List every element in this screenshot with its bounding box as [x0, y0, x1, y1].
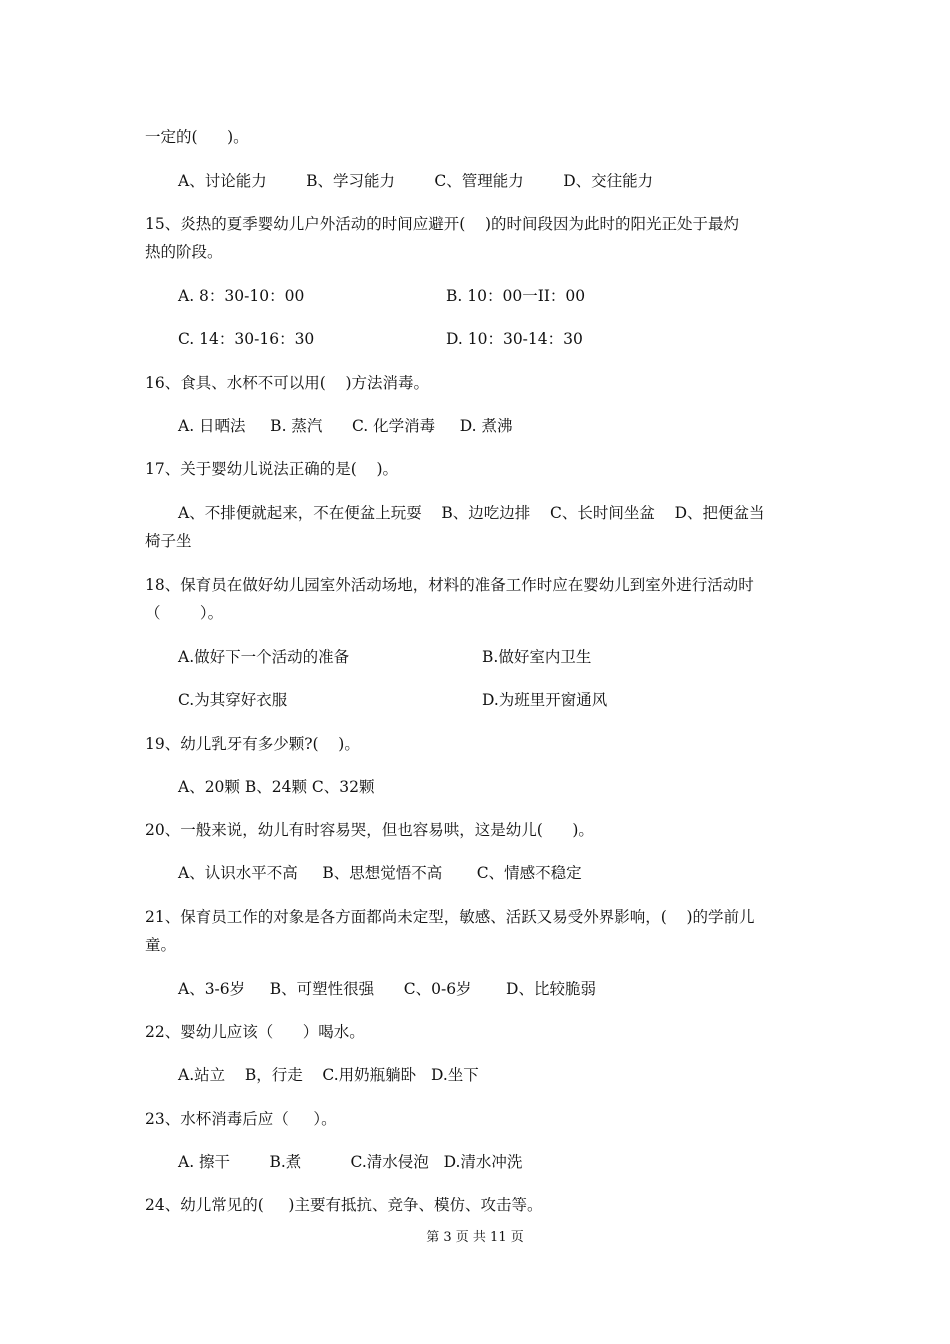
q18-option-b: B.做好室内卫生: [482, 648, 592, 666]
q17-options: A、不排便就起来，不在便盆上玩耍 B、边吃边排 C、长时间坐盆 D、把便盆当: [178, 504, 765, 522]
q19-text: 19、幼儿乳牙有多少颗?( )。: [145, 735, 360, 753]
q18-option-d: D.为班里开窗通风: [482, 691, 608, 709]
q14-continuation: 一定的( )。: [145, 128, 249, 146]
q15-text: 15、炎热的夏季婴幼儿户外活动的时间应避开( )的时间段因为此时的阳光正处于最灼: [145, 215, 740, 233]
q15-option-b: B. 10：00一II：00: [446, 287, 586, 305]
q18-text-cont: （ ）。: [145, 604, 224, 622]
q16-options: A. 日晒法 B. 蒸汽 C. 化学消毒 D. 煮沸: [178, 417, 513, 435]
q18-option-c: C.为其穿好衣服: [178, 691, 288, 709]
q16-text: 16、食具、水杯不可以用( )方法消毒。: [145, 374, 430, 392]
q23-options: A. 擦干 B.煮 C.清水侵泡 D.清水冲洗: [178, 1153, 523, 1171]
q18-option-a: A.做好下一个活动的准备: [178, 648, 350, 666]
q18-text: 18、保育员在做好幼儿园室外活动场地，材料的准备工作时应在婴幼儿到室外进行活动时: [145, 576, 754, 594]
q15-text-cont: 热的阶段。: [145, 243, 223, 261]
q20-text: 20、一般来说，幼儿有时容易哭，但也容易哄，这是幼儿( )。: [145, 821, 594, 839]
q22-options: A.站立 B，行走 C.用奶瓶躺卧 D.坐下: [178, 1066, 479, 1084]
q21-text: 21、保育员工作的对象是各方面都尚未定型，敏感、活跃又易受外界影响，( )的学前儿: [145, 908, 755, 926]
q22-text: 22、婴幼儿应该（ ）喝水。: [145, 1023, 365, 1041]
q23-text: 23、水杯消毒后应（ ）。: [145, 1110, 337, 1128]
page-footer: 第 3 页 共 11 页: [426, 1230, 524, 1245]
q15-option-d: D. 10：30-14：30: [446, 330, 583, 348]
q17-text: 17、关于婴幼儿说法正确的是( )。: [145, 460, 399, 478]
q15-option-c: C. 14：30-16：30: [178, 330, 315, 348]
q20-options: A、认识水平不高 B、思想觉悟不高 C、情感不稳定: [178, 864, 582, 882]
q19-options: A、20颗 B、24颗 C、32颗: [178, 778, 375, 796]
q15-option-a: A. 8：30-10：00: [178, 287, 305, 305]
q17-options-cont: 椅子坐: [145, 532, 192, 550]
q21-options: A、3-6岁 B、可塑性很强 C、0-6岁 D、比较脆弱: [178, 980, 596, 998]
q14-options: A、讨论能力 B、学习能力 C、管理能力 D、交往能力: [178, 172, 654, 190]
q21-text-cont: 童。: [145, 936, 177, 954]
q24-text: 24、幼儿常见的( )主要有抵抗、竞争、模仿、攻击等。: [145, 1196, 543, 1214]
